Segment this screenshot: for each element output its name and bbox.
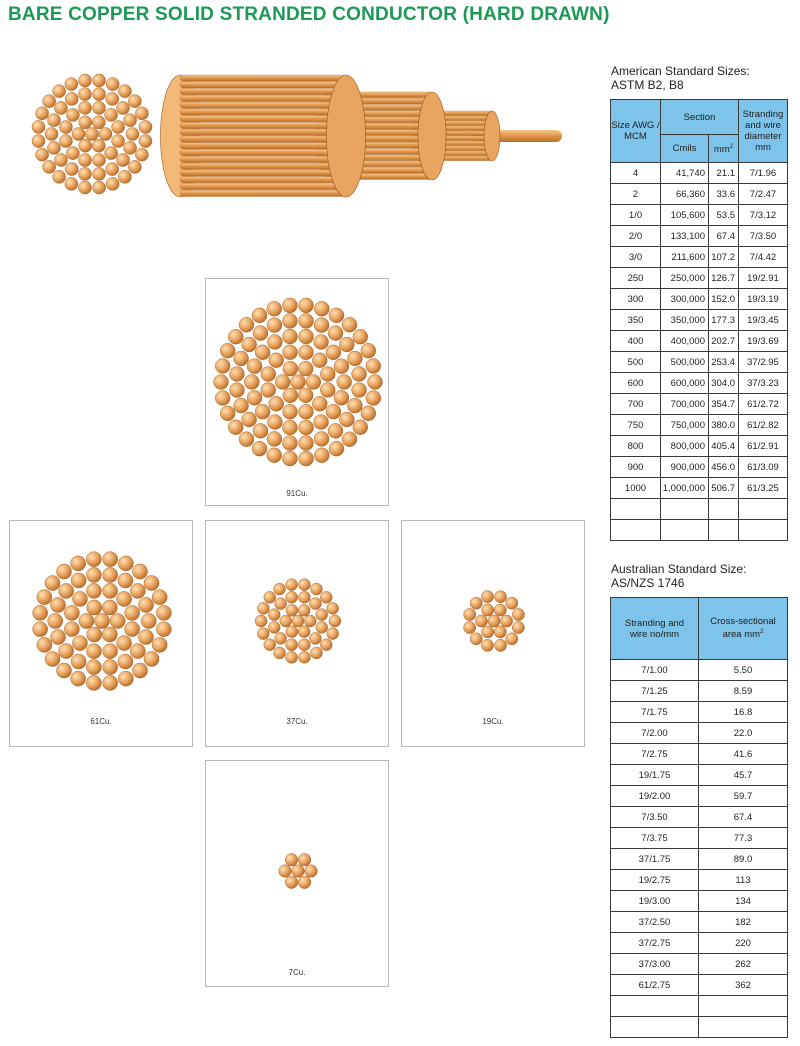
table-cell: 19/3.19	[739, 289, 788, 310]
table-cell: 220	[699, 933, 788, 954]
table-cell: 61/2.91	[739, 436, 788, 457]
american-title-line2: ASTM B2, B8	[611, 78, 684, 92]
table-cell: 7/1.96	[739, 163, 788, 184]
table-cell: 126.7	[709, 268, 739, 289]
table-cell: 262	[699, 954, 788, 975]
table-cell: 7/3.75	[611, 828, 699, 849]
table-cell: 89.0	[699, 849, 788, 870]
table-cell: 67.4	[699, 807, 788, 828]
table-cell: 300,000	[661, 289, 709, 310]
table-cell: 77.3	[699, 828, 788, 849]
conductor-illustration	[0, 50, 580, 220]
table-cell: 4	[611, 163, 661, 184]
table-cell: 19/3.69	[739, 331, 788, 352]
table-cell: 800,000	[661, 436, 709, 457]
table-cell: 66,360	[661, 184, 709, 205]
table-cell: 456.0	[709, 457, 739, 478]
page-title: BARE COPPER SOLID STRANDED CONDUCTOR (HARD DRAWN)	[8, 4, 610, 25]
table-row	[611, 394, 788, 415]
table-row	[611, 660, 788, 681]
stranded-cable-icon	[160, 75, 562, 197]
table-cell: 380.0	[709, 415, 739, 436]
table-cell: 37/3.23	[739, 373, 788, 394]
table-row	[611, 457, 788, 478]
table-cell: 700,000	[661, 394, 709, 415]
table-cell: 211,600	[661, 247, 709, 268]
table-cell: 7/3.12	[739, 205, 788, 226]
american-sizes-table	[610, 99, 788, 541]
table-row	[611, 1017, 788, 1038]
table-cell: 7/2.00	[611, 723, 699, 744]
table-cell: 800	[611, 436, 661, 457]
strand-cross-section	[255, 579, 341, 664]
table-cell: 7/1.75	[611, 702, 699, 723]
table-cell: 3/0	[611, 247, 661, 268]
table-cell	[699, 1017, 788, 1038]
table-row	[611, 163, 788, 184]
table-row	[611, 247, 788, 268]
panel-caption: 91Cu.	[286, 489, 308, 498]
table-cell: 61/3.09	[739, 457, 788, 478]
table-cell: 19/3.00	[611, 891, 699, 912]
table-cell: 61/2.72	[739, 394, 788, 415]
header-section: Section	[661, 100, 739, 135]
panel-caption: 61Cu.	[90, 717, 112, 726]
table-cell: 37/2.50	[611, 912, 699, 933]
panel-caption: 19Cu.	[482, 717, 504, 726]
table-row	[611, 765, 788, 786]
panel-61-strand	[9, 520, 193, 747]
table-cell: 134	[699, 891, 788, 912]
table-cell: 152.0	[709, 289, 739, 310]
table-cell: 2	[611, 184, 661, 205]
table-cell: 105,600	[661, 205, 709, 226]
table-cell: 37/1.75	[611, 849, 699, 870]
table-cell: 41.6	[699, 744, 788, 765]
table-cell: 61/2.75	[611, 975, 699, 996]
table-cell: 7/1.25	[611, 681, 699, 702]
table-cell: 506.7	[709, 478, 739, 499]
header-stranding: Stranding and wire diameter mm	[739, 100, 788, 163]
table-row	[611, 415, 788, 436]
table-cell: 350,000	[661, 310, 709, 331]
table-row	[611, 702, 788, 723]
table-cell	[611, 996, 699, 1017]
table-cell: 61/2.82	[739, 415, 788, 436]
table-cell: 253.4	[709, 352, 739, 373]
table-cell: 750,000	[661, 415, 709, 436]
table-row	[611, 786, 788, 807]
header-cmils: Cmils	[661, 135, 709, 163]
table-cell: 133,100	[661, 226, 709, 247]
panel-caption: 7Cu.	[288, 968, 306, 977]
panel-caption: 37Cu.	[286, 717, 308, 726]
table-row	[611, 849, 788, 870]
table-row	[611, 744, 788, 765]
table-cell: 400	[611, 331, 661, 352]
header-size: Size AWG / MCM	[611, 100, 661, 163]
table-cell	[661, 520, 709, 541]
table-cell: 354.7	[709, 394, 739, 415]
table-cell: 19/3.45	[739, 310, 788, 331]
table-cell: 362	[699, 975, 788, 996]
table-cell: 7/4.42	[739, 247, 788, 268]
table-cell: 400,000	[661, 331, 709, 352]
table-row	[611, 975, 788, 996]
table-cell: 7/3.50	[739, 226, 788, 247]
table-row	[611, 681, 788, 702]
table-cell: 45.7	[699, 765, 788, 786]
table-row	[611, 289, 788, 310]
table-cell: 41,740	[661, 163, 709, 184]
header-mm2: $mm^2$	[709, 135, 739, 163]
table-cell: 600	[611, 373, 661, 394]
table-cell: 37/3.00	[611, 954, 699, 975]
table-cell: 2/0	[611, 226, 661, 247]
table-row	[611, 352, 788, 373]
table-row	[611, 954, 788, 975]
table-cell: 1,000,000	[661, 478, 709, 499]
panel-19-strand	[401, 520, 585, 747]
strand-cross-section	[464, 591, 525, 652]
table-row	[611, 226, 788, 247]
table-cell: 7/2.75	[611, 744, 699, 765]
table-row	[611, 310, 788, 331]
header-stranding-au: Stranding and wire no/mm	[611, 598, 699, 660]
table-cell: 19/2.00	[611, 786, 699, 807]
table-cell: 500,000	[661, 352, 709, 373]
australian-title-line1: Australian Standard Size:	[611, 562, 747, 576]
table-cell: 250	[611, 268, 661, 289]
table-cell: 1/0	[611, 205, 661, 226]
table-cell: 300	[611, 289, 661, 310]
table-row	[611, 373, 788, 394]
australian-sizes-table	[610, 597, 788, 1038]
australian-table-title	[611, 562, 746, 590]
table-cell: 37/2.95	[739, 352, 788, 373]
panel-91-strand	[205, 278, 389, 506]
table-row	[611, 184, 788, 205]
table-cell: 59.7	[699, 786, 788, 807]
table-row	[611, 996, 788, 1017]
table-cell	[739, 520, 788, 541]
table-cell: 61/3.25	[739, 478, 788, 499]
table-cell	[709, 499, 739, 520]
table-cell: 33.6	[709, 184, 739, 205]
table-cell: 53.5	[709, 205, 739, 226]
table-cell: 67.4	[709, 226, 739, 247]
table-cell	[611, 520, 661, 541]
table-row	[611, 436, 788, 457]
hero-cross-section	[32, 74, 152, 194]
table-cell: 37/2.75	[611, 933, 699, 954]
table-cell	[611, 499, 661, 520]
table-row	[611, 268, 788, 289]
table-cell	[699, 996, 788, 1017]
table-row	[611, 499, 788, 520]
table-cell: 5.50	[699, 660, 788, 681]
table-cell: 304.0	[709, 373, 739, 394]
table-row	[611, 331, 788, 352]
table-row	[611, 520, 788, 541]
table-row	[611, 870, 788, 891]
strand-cross-section	[33, 552, 172, 691]
table-cell: 19/2.91	[739, 268, 788, 289]
strand-cross-section	[279, 853, 318, 888]
table-cell: 7/1.00	[611, 660, 699, 681]
table-cell: 900	[611, 457, 661, 478]
table-cell	[739, 499, 788, 520]
table-cell	[661, 499, 709, 520]
table-cell: 405.4	[709, 436, 739, 457]
table-row	[611, 723, 788, 744]
table-cell: 177.3	[709, 310, 739, 331]
table-cell: 22.0	[699, 723, 788, 744]
table-cell: 1000	[611, 478, 661, 499]
table-row	[611, 828, 788, 849]
table-row	[611, 912, 788, 933]
table-cell: 7/3.50	[611, 807, 699, 828]
table-row	[611, 478, 788, 499]
table-cell: 600,000	[661, 373, 709, 394]
table-cell: 500	[611, 352, 661, 373]
table-cell: 182	[699, 912, 788, 933]
table-cell: 750	[611, 415, 661, 436]
american-table-title	[611, 64, 750, 92]
table-row	[611, 807, 788, 828]
strand-cross-section	[214, 298, 383, 466]
table-cell: 7/2.47	[739, 184, 788, 205]
australian-title-line2: AS/NZS 1746	[611, 576, 685, 590]
table-row	[611, 891, 788, 912]
table-row	[611, 933, 788, 954]
table-cell: 19/2.75	[611, 870, 699, 891]
table-cell: 16.8	[699, 702, 788, 723]
table-cell: 8.59	[699, 681, 788, 702]
table-cell: 700	[611, 394, 661, 415]
table-cell: 21.1	[709, 163, 739, 184]
american-title-line1: American Standard Sizes:	[611, 64, 750, 78]
table-cell: 250,000	[661, 268, 709, 289]
table-cell: 202.7	[709, 331, 739, 352]
table-cell: 113	[699, 870, 788, 891]
table-cell: 900,000	[661, 457, 709, 478]
table-cell: 19/1.75	[611, 765, 699, 786]
table-cell	[611, 1017, 699, 1038]
table-cell: 107.2	[709, 247, 739, 268]
table-cell: 350	[611, 310, 661, 331]
table-cell	[709, 520, 739, 541]
panel-37-strand	[205, 520, 389, 747]
table-row	[611, 205, 788, 226]
header-area-au: Cross-sectional area $mm^2$	[699, 598, 788, 660]
panel-7-strand	[205, 760, 389, 987]
